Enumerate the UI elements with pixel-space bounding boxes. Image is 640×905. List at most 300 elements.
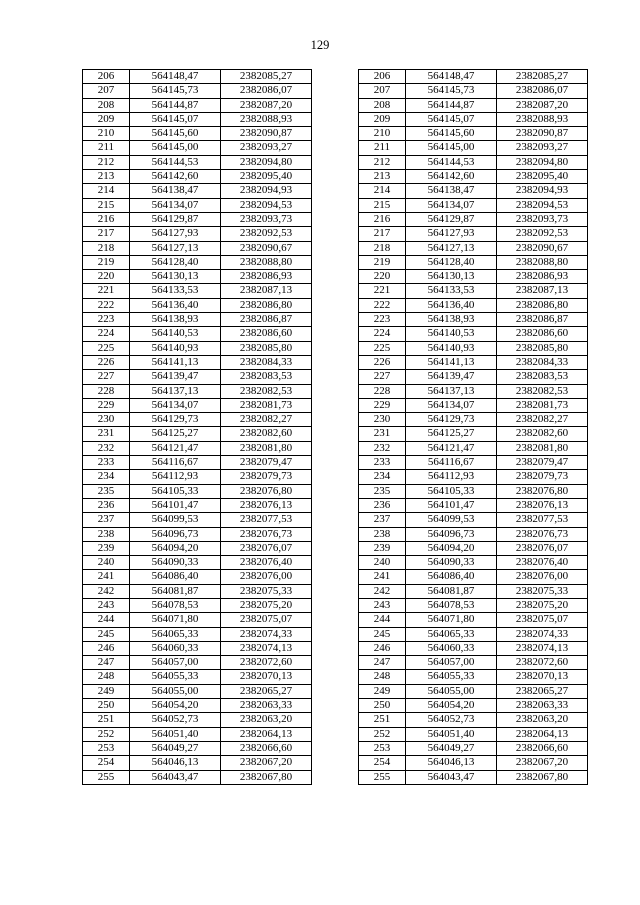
column-gap xyxy=(312,498,359,512)
column-gap xyxy=(312,98,359,112)
column-gap xyxy=(312,441,359,455)
table-row xyxy=(83,598,588,612)
right-y-coordinate-cell: 2382086,07 xyxy=(497,84,588,98)
table-row xyxy=(83,127,588,141)
table-row xyxy=(83,112,588,126)
left-x-coordinate-cell: 564130,13 xyxy=(130,270,221,284)
table-row xyxy=(83,355,588,369)
right-x-coordinate-cell: 564128,40 xyxy=(406,255,497,269)
column-gap xyxy=(312,527,359,541)
right-x-coordinate-cell: 564141,13 xyxy=(406,355,497,369)
left-x-coordinate-cell: 564145,07 xyxy=(130,112,221,126)
table-row xyxy=(83,770,588,784)
right-y-coordinate-cell: 2382067,80 xyxy=(497,770,588,784)
table-row xyxy=(83,370,588,384)
right-x-coordinate-cell: 564099,53 xyxy=(406,513,497,527)
right-x-coordinate-cell: 564043,47 xyxy=(406,770,497,784)
column-gap xyxy=(312,255,359,269)
table-row xyxy=(83,270,588,284)
right-x-coordinate-cell: 564144,87 xyxy=(406,98,497,112)
left-x-coordinate-cell: 564065,33 xyxy=(130,627,221,641)
right-y-coordinate-cell: 2382079,73 xyxy=(497,470,588,484)
right-point-number-cell: 238 xyxy=(359,527,406,541)
right-x-coordinate-cell: 564060,33 xyxy=(406,641,497,655)
right-x-coordinate-cell: 564112,93 xyxy=(406,470,497,484)
table-row xyxy=(83,98,588,112)
column-gap xyxy=(312,541,359,555)
right-point-number-cell: 248 xyxy=(359,670,406,684)
right-x-coordinate-cell: 564134,07 xyxy=(406,398,497,412)
right-x-coordinate-cell: 564140,93 xyxy=(406,341,497,355)
left-x-coordinate-cell: 564096,73 xyxy=(130,527,221,541)
right-x-coordinate-cell: 564096,73 xyxy=(406,527,497,541)
right-y-coordinate-cell: 2382093,73 xyxy=(497,212,588,226)
left-x-coordinate-cell: 564121,47 xyxy=(130,441,221,455)
right-y-coordinate-cell: 2382087,13 xyxy=(497,284,588,298)
table-row xyxy=(83,513,588,527)
right-x-coordinate-cell: 564051,40 xyxy=(406,727,497,741)
left-point-number-cell: 209 xyxy=(83,112,130,126)
left-x-coordinate-cell: 564127,93 xyxy=(130,227,221,241)
column-gap xyxy=(312,155,359,169)
table-row xyxy=(83,627,588,641)
left-y-coordinate-cell: 2382086,07 xyxy=(221,84,312,98)
column-gap xyxy=(312,241,359,255)
right-point-number-cell: 208 xyxy=(359,98,406,112)
column-gap xyxy=(312,141,359,155)
right-point-number-cell: 225 xyxy=(359,341,406,355)
right-x-coordinate-cell: 564138,47 xyxy=(406,184,497,198)
column-gap xyxy=(312,270,359,284)
table-row xyxy=(83,441,588,455)
left-y-coordinate-cell: 2382076,07 xyxy=(221,541,312,555)
left-y-coordinate-cell: 2382079,47 xyxy=(221,456,312,470)
left-x-coordinate-cell: 564099,53 xyxy=(130,513,221,527)
left-x-coordinate-cell: 564090,33 xyxy=(130,556,221,570)
left-point-number-cell: 229 xyxy=(83,398,130,412)
right-x-coordinate-cell: 564116,67 xyxy=(406,456,497,470)
table-row xyxy=(83,699,588,713)
right-x-coordinate-cell: 564136,40 xyxy=(406,298,497,312)
right-point-number-cell: 245 xyxy=(359,627,406,641)
left-y-coordinate-cell: 2382064,13 xyxy=(221,727,312,741)
left-point-number-cell: 218 xyxy=(83,241,130,255)
right-point-number-cell: 242 xyxy=(359,584,406,598)
right-y-coordinate-cell: 2382088,93 xyxy=(497,112,588,126)
column-gap xyxy=(312,84,359,98)
right-point-number-cell: 209 xyxy=(359,112,406,126)
left-x-coordinate-cell: 564144,87 xyxy=(130,98,221,112)
right-x-coordinate-cell: 564137,13 xyxy=(406,384,497,398)
right-y-coordinate-cell: 2382072,60 xyxy=(497,656,588,670)
left-point-number-cell: 210 xyxy=(83,127,130,141)
left-y-coordinate-cell: 2382094,93 xyxy=(221,184,312,198)
left-x-coordinate-cell: 564134,07 xyxy=(130,398,221,412)
right-point-number-cell: 215 xyxy=(359,198,406,212)
column-gap xyxy=(312,198,359,212)
right-point-number-cell: 249 xyxy=(359,684,406,698)
table-row xyxy=(83,384,588,398)
table-row xyxy=(83,298,588,312)
left-y-coordinate-cell: 2382092,53 xyxy=(221,227,312,241)
table-row xyxy=(83,255,588,269)
left-point-number-cell: 244 xyxy=(83,613,130,627)
left-x-coordinate-cell: 564057,00 xyxy=(130,656,221,670)
right-y-coordinate-cell: 2382064,13 xyxy=(497,727,588,741)
left-point-number-cell: 249 xyxy=(83,684,130,698)
left-x-coordinate-cell: 564094,20 xyxy=(130,541,221,555)
column-gap xyxy=(312,327,359,341)
right-point-number-cell: 212 xyxy=(359,155,406,169)
column-gap xyxy=(312,598,359,612)
column-gap xyxy=(312,513,359,527)
coordinates-table-body xyxy=(83,70,588,785)
left-x-coordinate-cell: 564128,40 xyxy=(130,255,221,269)
left-y-coordinate-cell: 2382074,13 xyxy=(221,641,312,655)
column-gap xyxy=(312,670,359,684)
left-y-coordinate-cell: 2382093,27 xyxy=(221,141,312,155)
left-y-coordinate-cell: 2382084,33 xyxy=(221,355,312,369)
table-row xyxy=(83,227,588,241)
left-y-coordinate-cell: 2382074,33 xyxy=(221,627,312,641)
right-y-coordinate-cell: 2382063,20 xyxy=(497,713,588,727)
left-point-number-cell: 238 xyxy=(83,527,130,541)
left-y-coordinate-cell: 2382081,73 xyxy=(221,398,312,412)
left-y-coordinate-cell: 2382075,33 xyxy=(221,584,312,598)
left-x-coordinate-cell: 564148,47 xyxy=(130,70,221,84)
right-y-coordinate-cell: 2382094,53 xyxy=(497,198,588,212)
left-x-coordinate-cell: 564145,60 xyxy=(130,127,221,141)
right-x-coordinate-cell: 564140,53 xyxy=(406,327,497,341)
right-point-number-cell: 243 xyxy=(359,598,406,612)
column-gap xyxy=(312,713,359,727)
left-x-coordinate-cell: 564136,40 xyxy=(130,298,221,312)
left-y-coordinate-cell: 2382086,80 xyxy=(221,298,312,312)
right-x-coordinate-cell: 564139,47 xyxy=(406,370,497,384)
column-gap xyxy=(312,656,359,670)
table-row xyxy=(83,641,588,655)
table-row xyxy=(83,70,588,84)
right-x-coordinate-cell: 564101,47 xyxy=(406,498,497,512)
left-point-number-cell: 235 xyxy=(83,484,130,498)
column-gap xyxy=(312,398,359,412)
table-row xyxy=(83,713,588,727)
right-point-number-cell: 207 xyxy=(359,84,406,98)
column-gap xyxy=(312,456,359,470)
column-gap xyxy=(312,284,359,298)
left-x-coordinate-cell: 564060,33 xyxy=(130,641,221,655)
left-point-number-cell: 239 xyxy=(83,541,130,555)
left-x-coordinate-cell: 564078,53 xyxy=(130,598,221,612)
right-point-number-cell: 255 xyxy=(359,770,406,784)
left-point-number-cell: 246 xyxy=(83,641,130,655)
column-gap xyxy=(312,413,359,427)
column-gap xyxy=(312,112,359,126)
right-point-number-cell: 233 xyxy=(359,456,406,470)
right-x-coordinate-cell: 564046,13 xyxy=(406,756,497,770)
table-row xyxy=(83,727,588,741)
left-y-coordinate-cell: 2382077,53 xyxy=(221,513,312,527)
column-gap xyxy=(312,584,359,598)
right-x-coordinate-cell: 564055,00 xyxy=(406,684,497,698)
left-point-number-cell: 252 xyxy=(83,727,130,741)
left-x-coordinate-cell: 564055,00 xyxy=(130,684,221,698)
left-y-coordinate-cell: 2382075,07 xyxy=(221,613,312,627)
left-x-coordinate-cell: 564145,73 xyxy=(130,84,221,98)
column-gap xyxy=(312,355,359,369)
right-y-coordinate-cell: 2382086,87 xyxy=(497,313,588,327)
right-point-number-cell: 236 xyxy=(359,498,406,512)
right-point-number-cell: 237 xyxy=(359,513,406,527)
right-y-coordinate-cell: 2382079,47 xyxy=(497,456,588,470)
right-x-coordinate-cell: 564094,20 xyxy=(406,541,497,555)
right-x-coordinate-cell: 564145,07 xyxy=(406,112,497,126)
right-y-coordinate-cell: 2382085,80 xyxy=(497,341,588,355)
right-x-coordinate-cell: 564071,80 xyxy=(406,613,497,627)
table-row xyxy=(83,470,588,484)
table-row xyxy=(83,241,588,255)
column-gap xyxy=(312,341,359,355)
right-point-number-cell: 214 xyxy=(359,184,406,198)
right-y-coordinate-cell: 2382066,60 xyxy=(497,741,588,755)
right-point-number-cell: 240 xyxy=(359,556,406,570)
right-point-number-cell: 224 xyxy=(359,327,406,341)
right-y-coordinate-cell: 2382087,20 xyxy=(497,98,588,112)
column-gap xyxy=(312,727,359,741)
left-x-coordinate-cell: 564144,53 xyxy=(130,155,221,169)
table-row xyxy=(83,341,588,355)
right-x-coordinate-cell: 564086,40 xyxy=(406,570,497,584)
column-gap xyxy=(312,227,359,241)
left-x-coordinate-cell: 564139,47 xyxy=(130,370,221,384)
left-x-coordinate-cell: 564140,93 xyxy=(130,341,221,355)
table-row xyxy=(83,541,588,555)
left-point-number-cell: 245 xyxy=(83,627,130,641)
left-y-coordinate-cell: 2382086,93 xyxy=(221,270,312,284)
column-gap xyxy=(312,699,359,713)
left-y-coordinate-cell: 2382070,13 xyxy=(221,670,312,684)
right-x-coordinate-cell: 564133,53 xyxy=(406,284,497,298)
left-y-coordinate-cell: 2382067,20 xyxy=(221,756,312,770)
left-x-coordinate-cell: 564101,47 xyxy=(130,498,221,512)
right-x-coordinate-cell: 564055,33 xyxy=(406,670,497,684)
right-y-coordinate-cell: 2382076,07 xyxy=(497,541,588,555)
left-x-coordinate-cell: 564145,00 xyxy=(130,141,221,155)
right-point-number-cell: 231 xyxy=(359,427,406,441)
right-x-coordinate-cell: 564081,87 xyxy=(406,584,497,598)
left-y-coordinate-cell: 2382095,40 xyxy=(221,170,312,184)
table-row xyxy=(83,613,588,627)
left-x-coordinate-cell: 564055,33 xyxy=(130,670,221,684)
left-y-coordinate-cell: 2382072,60 xyxy=(221,656,312,670)
right-y-coordinate-cell: 2382076,13 xyxy=(497,498,588,512)
table-row xyxy=(83,656,588,670)
left-point-number-cell: 206 xyxy=(83,70,130,84)
left-y-coordinate-cell: 2382088,93 xyxy=(221,112,312,126)
table-row xyxy=(83,584,588,598)
left-y-coordinate-cell: 2382093,73 xyxy=(221,212,312,226)
left-x-coordinate-cell: 564138,47 xyxy=(130,184,221,198)
left-x-coordinate-cell: 564129,73 xyxy=(130,413,221,427)
left-point-number-cell: 232 xyxy=(83,441,130,455)
right-x-coordinate-cell: 564049,27 xyxy=(406,741,497,755)
left-point-number-cell: 240 xyxy=(83,556,130,570)
left-x-coordinate-cell: 564049,27 xyxy=(130,741,221,755)
right-x-coordinate-cell: 564078,53 xyxy=(406,598,497,612)
left-point-number-cell: 220 xyxy=(83,270,130,284)
right-y-coordinate-cell: 2382082,60 xyxy=(497,427,588,441)
left-point-number-cell: 217 xyxy=(83,227,130,241)
right-point-number-cell: 219 xyxy=(359,255,406,269)
table-row xyxy=(83,456,588,470)
right-x-coordinate-cell: 564129,73 xyxy=(406,413,497,427)
right-x-coordinate-cell: 564145,60 xyxy=(406,127,497,141)
right-y-coordinate-cell: 2382070,13 xyxy=(497,670,588,684)
right-y-coordinate-cell: 2382092,53 xyxy=(497,227,588,241)
left-x-coordinate-cell: 564116,67 xyxy=(130,456,221,470)
right-point-number-cell: 220 xyxy=(359,270,406,284)
table-row xyxy=(83,527,588,541)
left-y-coordinate-cell: 2382063,33 xyxy=(221,699,312,713)
left-y-coordinate-cell: 2382076,73 xyxy=(221,527,312,541)
column-gap xyxy=(312,756,359,770)
left-point-number-cell: 228 xyxy=(83,384,130,398)
right-y-coordinate-cell: 2382076,00 xyxy=(497,570,588,584)
left-y-coordinate-cell: 2382087,13 xyxy=(221,284,312,298)
table-row xyxy=(83,198,588,212)
right-y-coordinate-cell: 2382086,80 xyxy=(497,298,588,312)
left-y-coordinate-cell: 2382081,80 xyxy=(221,441,312,455)
left-y-coordinate-cell: 2382079,73 xyxy=(221,470,312,484)
right-x-coordinate-cell: 564054,20 xyxy=(406,699,497,713)
column-gap xyxy=(312,427,359,441)
left-point-number-cell: 213 xyxy=(83,170,130,184)
left-point-number-cell: 250 xyxy=(83,699,130,713)
right-y-coordinate-cell: 2382077,53 xyxy=(497,513,588,527)
left-y-coordinate-cell: 2382094,80 xyxy=(221,155,312,169)
left-y-coordinate-cell: 2382086,87 xyxy=(221,313,312,327)
column-gap xyxy=(312,212,359,226)
column-gap xyxy=(312,770,359,784)
left-y-coordinate-cell: 2382076,13 xyxy=(221,498,312,512)
table-row xyxy=(83,556,588,570)
right-y-coordinate-cell: 2382074,13 xyxy=(497,641,588,655)
table-row xyxy=(83,756,588,770)
left-y-coordinate-cell: 2382087,20 xyxy=(221,98,312,112)
right-x-coordinate-cell: 564142,60 xyxy=(406,170,497,184)
column-gap xyxy=(312,298,359,312)
left-y-coordinate-cell: 2382076,40 xyxy=(221,556,312,570)
right-y-coordinate-cell: 2382081,80 xyxy=(497,441,588,455)
right-point-number-cell: 241 xyxy=(359,570,406,584)
right-point-number-cell: 206 xyxy=(359,70,406,84)
right-y-coordinate-cell: 2382084,33 xyxy=(497,355,588,369)
table-row xyxy=(83,284,588,298)
table-row xyxy=(83,84,588,98)
table-row xyxy=(83,670,588,684)
left-y-coordinate-cell: 2382067,80 xyxy=(221,770,312,784)
right-point-number-cell: 217 xyxy=(359,227,406,241)
left-x-coordinate-cell: 564138,93 xyxy=(130,313,221,327)
left-point-number-cell: 208 xyxy=(83,98,130,112)
left-x-coordinate-cell: 564043,47 xyxy=(130,770,221,784)
right-point-number-cell: 213 xyxy=(359,170,406,184)
left-point-number-cell: 216 xyxy=(83,212,130,226)
right-x-coordinate-cell: 564145,73 xyxy=(406,84,497,98)
right-y-coordinate-cell: 2382081,73 xyxy=(497,398,588,412)
right-y-coordinate-cell: 2382082,27 xyxy=(497,413,588,427)
left-point-number-cell: 230 xyxy=(83,413,130,427)
right-point-number-cell: 228 xyxy=(359,384,406,398)
column-gap xyxy=(312,484,359,498)
left-point-number-cell: 222 xyxy=(83,298,130,312)
left-point-number-cell: 236 xyxy=(83,498,130,512)
right-x-coordinate-cell: 564125,27 xyxy=(406,427,497,441)
left-y-coordinate-cell: 2382065,27 xyxy=(221,684,312,698)
column-gap xyxy=(312,684,359,698)
left-y-coordinate-cell: 2382090,87 xyxy=(221,127,312,141)
right-y-coordinate-cell: 2382086,93 xyxy=(497,270,588,284)
right-point-number-cell: 246 xyxy=(359,641,406,655)
right-x-coordinate-cell: 564090,33 xyxy=(406,556,497,570)
right-y-coordinate-cell: 2382082,53 xyxy=(497,384,588,398)
left-x-coordinate-cell: 564105,33 xyxy=(130,484,221,498)
left-point-number-cell: 225 xyxy=(83,341,130,355)
left-point-number-cell: 248 xyxy=(83,670,130,684)
right-y-coordinate-cell: 2382076,73 xyxy=(497,527,588,541)
right-y-coordinate-cell: 2382090,87 xyxy=(497,127,588,141)
right-y-coordinate-cell: 2382095,40 xyxy=(497,170,588,184)
right-x-coordinate-cell: 564065,33 xyxy=(406,627,497,641)
right-x-coordinate-cell: 564138,93 xyxy=(406,313,497,327)
left-y-coordinate-cell: 2382082,27 xyxy=(221,413,312,427)
left-point-number-cell: 221 xyxy=(83,284,130,298)
right-x-coordinate-cell: 564127,13 xyxy=(406,241,497,255)
right-point-number-cell: 230 xyxy=(359,413,406,427)
left-y-coordinate-cell: 2382082,53 xyxy=(221,384,312,398)
table-row xyxy=(83,684,588,698)
left-x-coordinate-cell: 564125,27 xyxy=(130,427,221,441)
right-x-coordinate-cell: 564145,00 xyxy=(406,141,497,155)
right-point-number-cell: 227 xyxy=(359,370,406,384)
left-point-number-cell: 223 xyxy=(83,313,130,327)
column-gap xyxy=(312,170,359,184)
right-point-number-cell: 251 xyxy=(359,713,406,727)
table-row xyxy=(83,570,588,584)
right-point-number-cell: 226 xyxy=(359,355,406,369)
table-row xyxy=(83,741,588,755)
left-x-coordinate-cell: 564046,13 xyxy=(130,756,221,770)
right-point-number-cell: 221 xyxy=(359,284,406,298)
right-point-number-cell: 234 xyxy=(359,470,406,484)
column-gap xyxy=(312,641,359,655)
page-number: 129 xyxy=(310,38,330,52)
right-y-coordinate-cell: 2382093,27 xyxy=(497,141,588,155)
column-gap xyxy=(312,613,359,627)
table-row xyxy=(83,398,588,412)
table-row xyxy=(83,141,588,155)
right-point-number-cell: 253 xyxy=(359,741,406,755)
left-x-coordinate-cell: 564054,20 xyxy=(130,699,221,713)
right-x-coordinate-cell: 564129,87 xyxy=(406,212,497,226)
right-x-coordinate-cell: 564134,07 xyxy=(406,198,497,212)
right-x-coordinate-cell: 564130,13 xyxy=(406,270,497,284)
right-point-number-cell: 244 xyxy=(359,613,406,627)
left-y-coordinate-cell: 2382094,53 xyxy=(221,198,312,212)
left-point-number-cell: 211 xyxy=(83,141,130,155)
right-point-number-cell: 222 xyxy=(359,298,406,312)
left-y-coordinate-cell: 2382066,60 xyxy=(221,741,312,755)
